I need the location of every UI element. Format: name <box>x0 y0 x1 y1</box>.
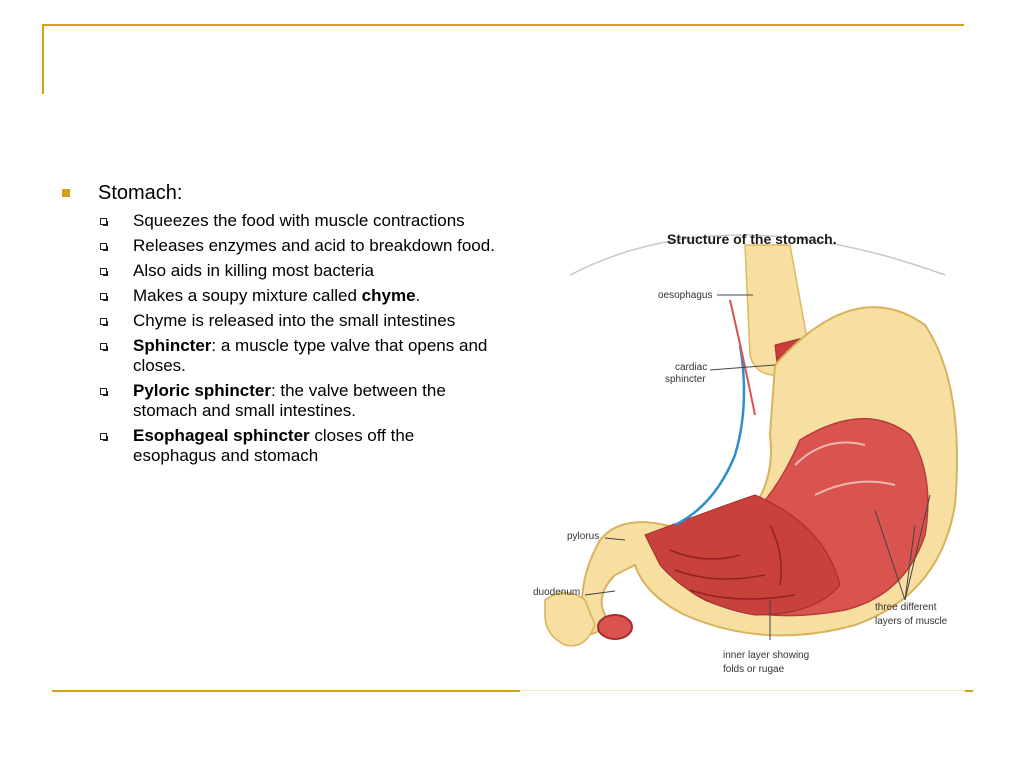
figure-title: Structure of the stomach. <box>667 231 837 247</box>
list-item-bold: Esophageal sphincter <box>133 426 310 445</box>
list-item-text: : a muscle type valve that opens and closes. <box>133 336 488 375</box>
slide-body <box>60 181 500 471</box>
checkbox-bullet-icon <box>100 343 107 350</box>
label-inner-layer-2: folds or rugae <box>723 664 785 675</box>
list-item <box>100 381 500 421</box>
checkbox-bullet-icon <box>100 318 107 325</box>
list-item <box>100 286 500 306</box>
list-item-text: : the valve between the stomach and small intestines. <box>133 381 446 420</box>
duodenum-opening <box>598 615 632 639</box>
label-muscle-layers-2: layers of muscle <box>875 616 948 627</box>
list-item <box>100 261 500 281</box>
chyme-period: . <box>415 286 421 305</box>
frame-left-rule <box>42 24 44 94</box>
label-oesophagus: oesophagus <box>658 290 713 301</box>
label-inner-layer-1: inner layer showing <box>723 650 810 661</box>
label-pylorus: pylorus <box>567 531 600 542</box>
square-bullet-icon <box>62 189 70 197</box>
checkbox-bullet-icon <box>100 268 107 275</box>
stomach-diagram <box>525 205 965 690</box>
list-item <box>100 426 500 466</box>
list-item-bold: Sphincter <box>133 336 212 355</box>
list-item <box>100 336 500 376</box>
list-item-text: Makes a soupy mixture called <box>133 286 362 305</box>
checkbox-bullet-icon <box>100 433 107 440</box>
list-item-text: closes off the esophagus and stomach <box>133 426 415 465</box>
frame-bottom-tick <box>965 690 973 692</box>
sub-bullet-list <box>60 211 500 466</box>
chyme-bold: chyme <box>361 286 416 305</box>
list-item <box>100 236 500 256</box>
label-sphincter: sphincter <box>665 374 706 385</box>
bullet-stomach-text: Stomach: <box>98 182 183 204</box>
checkbox-bullet-icon <box>100 293 107 300</box>
list-item-text: Squeezes the food with muscle contractions <box>133 211 465 230</box>
list-item <box>100 311 500 331</box>
list-item-text: Also aids in killing most bacteria <box>133 261 374 280</box>
checkbox-bullet-icon <box>100 243 107 250</box>
list-item <box>100 211 500 231</box>
list-item-text: Releases enzymes and acid to breakdown food. <box>133 236 495 255</box>
bullet-stomach <box>60 181 500 205</box>
list-item-text: Chyme is released into the small intestines <box>133 311 456 330</box>
label-muscle-layers-1: three different <box>875 602 937 613</box>
frame-bottom-rule-faint <box>520 690 965 691</box>
checkbox-bullet-icon <box>100 388 107 395</box>
frame-top-rule <box>42 24 964 26</box>
checkbox-bullet-icon <box>100 218 107 225</box>
label-duodenum: duodenum <box>533 587 581 598</box>
label-cardiac: cardiac <box>675 362 708 373</box>
list-item-bold: Pyloric sphincter <box>133 381 271 400</box>
frame-bottom-rule <box>52 690 520 692</box>
